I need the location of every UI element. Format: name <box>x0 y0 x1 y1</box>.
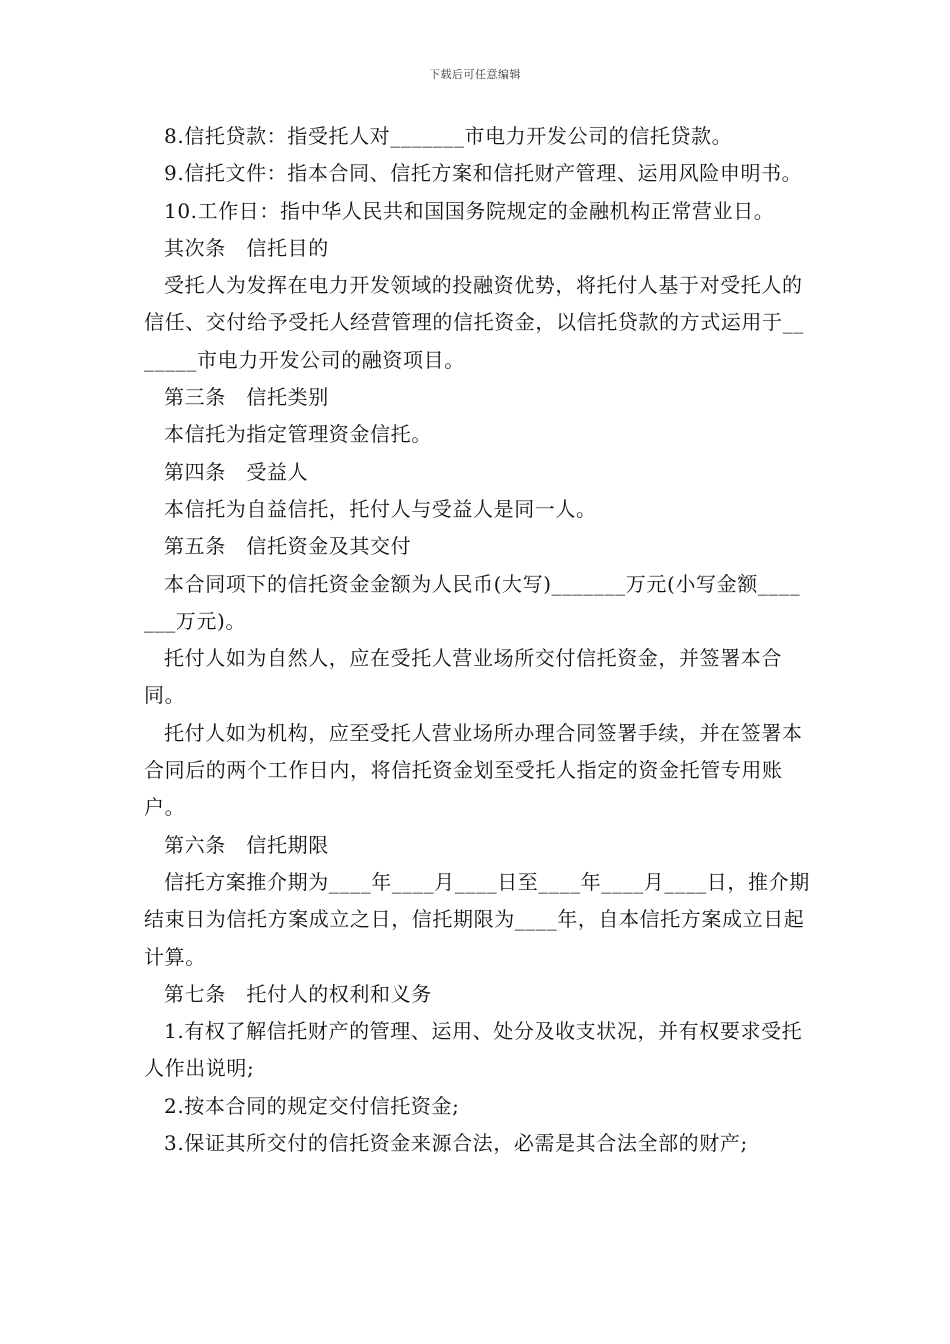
article-3-heading: 第三条 信托类别 <box>164 385 329 410</box>
article-4-heading: 第四条 受益人 <box>164 459 309 484</box>
article-7-item-2: 2.按本合同的规定交付信托资金; <box>164 1093 460 1118</box>
article-7-heading: 第七条 托付人的权利和义务 <box>164 981 432 1006</box>
article-6-body: 信托方案推介期为____年____月____日至____年____月____日，推介期结束日为信托方案成立之日，信托期限为____年，自本信托方案成立日起计算。 <box>144 869 810 969</box>
article-5-amount: 本合同项下的信托资金金额为人民币(大写)_______万元(小写金额_______万元)。 <box>144 571 801 633</box>
contract-body <box>144 118 810 1162</box>
article-3-body: 本信托为指定管理资金信托。 <box>164 422 432 447</box>
article-7-item-1: 1.有权了解信托财产的管理、运用、处分及收支状况，并有权要求受托人作出说明; <box>144 1019 803 1081</box>
article-2-heading: 其次条 信托目的 <box>164 235 329 260</box>
clause-10-working-day: 10.工作日：指中华人民共和国国务院规定的金融机构正常营业日。 <box>164 198 775 223</box>
article-5-natural-person: 托付人如为自然人，应在受托人营业场所交付信托资金，并签署本合同。 <box>144 646 782 708</box>
article-5-heading: 第五条 信托资金及其交付 <box>164 534 412 559</box>
header-note: 下载后可任意编辑 <box>429 68 521 81</box>
article-6-heading: 第六条 信托期限 <box>164 832 329 857</box>
article-5-institution: 托付人如为机构，应至受托人营业场所办理合同签署手续，并在签署本合同后的两个工作日内，将信托资金划至受托人指定的资金托管专用账户。 <box>144 720 803 820</box>
article-2-body: 受托人为发挥在电力开发领域的投融资优势，将托付人基于对受托人的信任、交付给予受托人经营管理的信托资金，以信托贷款的方式运用于_______市电力开发公司的融资项目。 <box>144 273 804 372</box>
article-7-item-3: 3.保证其所交付的信托资金来源合法，必需是其合法全部的财产; <box>164 1131 748 1156</box>
article-4-body: 本信托为自益信托，托付人与受益人是同一人。 <box>164 496 597 521</box>
clause-8-trust-loan: 8.信托贷款：指受托人对_______市电力开发公司的信托贷款。 <box>164 124 733 148</box>
clause-9-trust-documents: 9.信托文件：指本合同、信托方案和信托财产管理、运用风险申明书。 <box>164 161 803 186</box>
